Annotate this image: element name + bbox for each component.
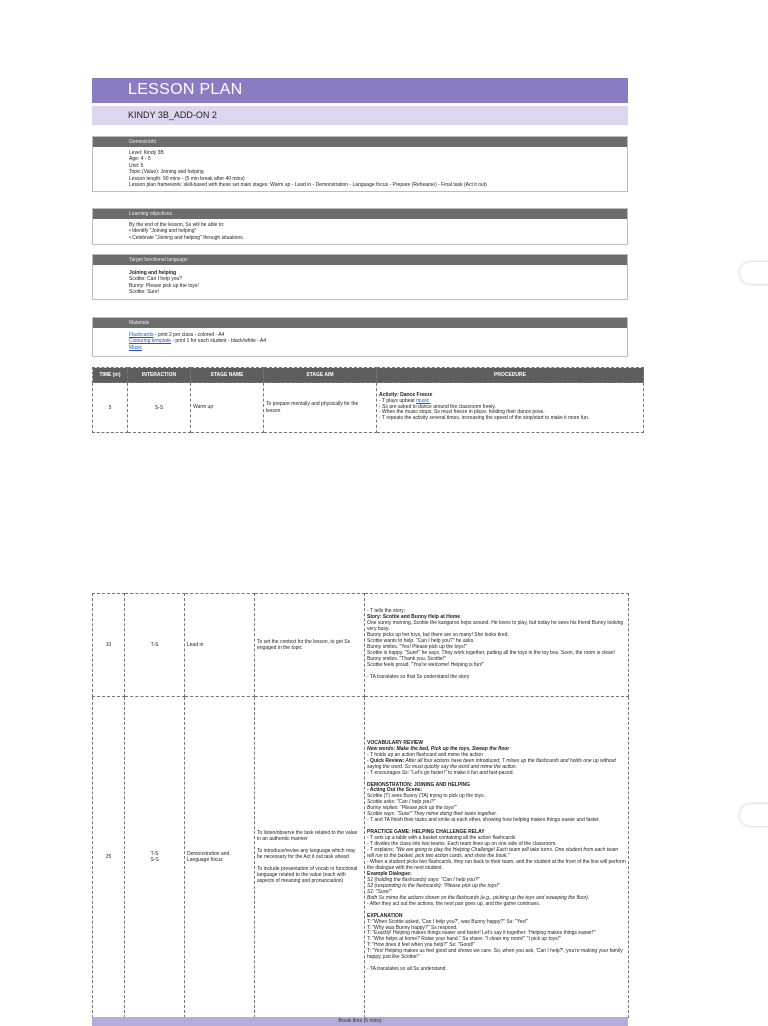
material-music: [129, 345, 627, 351]
lesson-table-page-2: [92, 593, 629, 1018]
general-info-line: Topic (Value): Joining and helping: [129, 169, 204, 176]
section-title: PRACTICE GAME: HELPING CHALLENGE RELAY: [367, 829, 485, 836]
procedure-line: - T holds up an action flashcard and mime the action: [367, 751, 483, 758]
story-title: Story: Scottie and Bunny Help at Home: [367, 614, 461, 621]
music-link[interactable]: Music: [129, 344, 143, 351]
break-time-bar: Break time (5 mins): [92, 1017, 628, 1026]
interaction-line: T-S: [150, 851, 159, 857]
general-info-line: Lesson length: 90 mins - (5 min break after 40 mins): [129, 175, 245, 182]
interaction-cell: S-S: [128, 383, 191, 433]
objective-line: By the end of the lesson, Ss will be able to:: [129, 222, 225, 228]
procedure-line: S2 (responding to the flashcards): "Please pick up the toys!": [367, 882, 500, 889]
target-language-title: Joining and helping: [129, 270, 177, 276]
materials-box: [92, 317, 628, 357]
activity-title: Activity: Dance Freeze: [379, 391, 433, 398]
target-language-line: Bunny: Please pick up the toys!: [129, 282, 199, 289]
target-language-line: Scottie: Sure!: [129, 289, 160, 296]
procedure-line: T: "How does it feel when you help?" Ss: "Good!": [367, 942, 475, 949]
aim-paragraph: To introduce/revise any language which may be necessary for the Act it out task ahead: [257, 847, 356, 860]
stage-cell: Warm up: [191, 383, 264, 433]
page-subtitle: KINDY 3B_ADD-ON 2: [128, 110, 217, 120]
target-language-heading: Target functional language: [93, 255, 627, 265]
flashcards-link[interactable]: Flashcards: [129, 332, 154, 338]
target-language-box: [92, 254, 628, 300]
procedure-line: - T repeats the activity several times, increasing the speed of the stop/start to make it more fun.: [379, 415, 590, 422]
interaction-line: S-S: [150, 857, 159, 863]
procedure-line: T: "Exactly! Helping makes things easier and faster! Let's say it together: 'Helping makes things easier!'": [367, 930, 597, 937]
procedure-line: - Ss are asked to dance around the classroom freely.: [379, 403, 496, 410]
procedure-quote: "We are going to play the Helping Challenge! Each team will take turns. One student from each team will run to the basket, pick two action cards, and show the book.": [367, 847, 619, 860]
general-info-body: [93, 147, 627, 191]
aim-cell: To prepare mentally and physically for the lesson: [264, 383, 377, 433]
procedure-line: T: "When Scottie asked, 'Can I help you?', was Bunny happy?" Ss: "Yes!": [367, 918, 529, 925]
lesson-table-page-1: [92, 367, 644, 433]
procedure-line: Scottie (T) sees Bunny (TA) trying to pick up the toys.: [367, 793, 486, 800]
procedure-line: Bunny replies: "Please pick up the toys!": [367, 805, 457, 812]
vocab-words: New words: Make the bed, Pick up the toys, Sweep the floor: [367, 745, 510, 752]
procedure-line: S1: "Sure!": [367, 888, 392, 895]
section-subtitle: - Acting Out the Scene:: [367, 787, 423, 794]
procedure-line: - T divides the class into two teams. Each team lines up on one side of the classroom.: [367, 841, 557, 848]
header-interaction: INTERACTION: [128, 368, 191, 383]
story-line: Scottie feels proud. "You're welcome! Helping is fun!": [367, 661, 485, 668]
colouring-note: - print 1 for each student - black/white - A4: [170, 338, 267, 345]
procedure-cell: [365, 697, 629, 1018]
objective-line: • Identify "Joining and helping": [129, 228, 197, 235]
procedure-line: - When the music stops, Ss must freeze in place, holding their dance pose.: [379, 409, 545, 416]
story-line: One sunny morning, Scottie the kangaroo hops around. He loves to play, but today he sees his friend Bunny looking very busy.: [367, 620, 624, 633]
procedure-line: T: "Who helps at home? Raise your hand." Ss share: "I clean my room!" "I pick up toys!": [367, 936, 561, 943]
aim-paragraph: To include presentation of vocab or functional language related to the value (each with aspects of meaning and pronunciation): [257, 866, 358, 885]
aim-cell: [255, 697, 365, 1018]
procedure-line: - After they act out the actions, the next pair goes up, and the game continues.: [367, 900, 541, 907]
learning-objectives-body: [93, 219, 627, 244]
aim-cell: To set the context for the lesson, to get Ss engaged in the topic: [255, 594, 365, 697]
story-line: Bunny picks up her toys, but there are so many! She looks tired.: [367, 632, 509, 639]
story-line: Scottie wants to help. "Can I help you?" he asks.: [367, 638, 475, 645]
stage-cell: Lead in: [185, 594, 255, 697]
header-time: TIME (m): [93, 368, 128, 383]
stage-line: Demonstration and: [187, 850, 230, 857]
procedure-text: - T explains:: [367, 847, 396, 854]
table-row: [93, 383, 644, 433]
general-info-line: Age: 4 - 5: [129, 156, 151, 163]
header-stage-name: STAGE NAME: [191, 368, 264, 383]
procedure-text: - T plays upbeat: [379, 397, 417, 404]
section-title: EXPLANATION: [367, 912, 403, 919]
quick-review-text: After all four actions have been introduced, T mixes up the flashcards and holds one up without saying the word. Ss must quickly say the word and mime the action.: [367, 757, 616, 770]
table-row: [93, 697, 629, 1018]
section-title: VOCABULARY REVIEW: [367, 739, 424, 746]
procedure-line: Scottie says: "Sure!" They mime doing their tasks together.: [367, 811, 498, 818]
lesson-plan-subtitle-bar: [92, 106, 628, 125]
procedure-line: Scottie asks: "Can I help you?": [367, 799, 436, 806]
materials-body: [93, 328, 627, 356]
objective-line: • Celebrate "Joining and helping" through situations.: [129, 234, 245, 241]
procedure-line: - T encourages Ss: "Let's go faster!" to make it fun and fast-paced.: [367, 769, 514, 776]
procedure-line: [367, 759, 626, 771]
interaction-cell: T-S: [125, 594, 185, 697]
header-stage-aim: STAGE AIM: [264, 368, 377, 383]
learning-objectives-box: [92, 208, 628, 245]
page-title: LESSON PLAN: [128, 81, 243, 98]
time-cell: 25: [93, 697, 125, 1018]
colouring-template-link[interactable]: Colouring template: [129, 338, 171, 345]
general-info-line: Unit: 5: [129, 162, 144, 169]
materials-heading: Materials: [93, 318, 627, 328]
procedure-line: T: "Yes! Helping makes us feel good and shows we care. So, when you ask, 'Can I help?', you're making your family happy, just like Scottie!": [367, 948, 623, 961]
procedure-line: - TA translates so all Ss understand.: [367, 966, 447, 973]
target-language-line: Scottie: Can I help you?: [129, 276, 183, 283]
procedure-line: Both Ss mime the actions shown on the flashcards (e.g., picking up the toys and sweeping the floor).: [367, 894, 590, 901]
section-title: DEMONSTRATION: JOINING AND HELPING: [367, 781, 471, 788]
story-line: Scottie is happy. "Sure!" he says. They work together, putting all the toys in the toy box. Soon, the room is clean!: [367, 649, 615, 656]
procedure-line: T: "Why was Bunny happy?" Ss respond.: [367, 924, 458, 931]
general-info-box: [92, 136, 628, 192]
procedure-line: S1 (holding the flashcards) says: "Can I help you?": [367, 876, 480, 883]
procedure-line: - T and TA finish their tasks and smile at each other, showing how helping makes things easier and faster.: [367, 817, 600, 824]
procedure-line: - When a student picks two flashcards, they run back to their team, and the student at the front of the line will perform the dialogue with the next student.: [367, 858, 626, 871]
music-inline-link[interactable]: music.: [416, 397, 431, 404]
general-info-heading: General info: [93, 137, 627, 147]
procedure-line: - TA translates so that Ss understand the story: [367, 673, 470, 680]
general-info-line: Lesson plan framework: skill-based with these set main stages: Warm up - Lead in - Demonstration - Language focus - Prepare (Rehearse) - Final task (Act it out): [129, 182, 487, 189]
interaction-cell: [125, 697, 185, 1018]
time-cell: 5: [93, 383, 128, 433]
table-row: [93, 594, 629, 697]
stage-line: Language focus: [187, 857, 223, 863]
procedure-line: - T sets up a table with a basket containing all the action flashcards: [367, 835, 516, 842]
flashcards-note: - print 2 per class - colored - A4: [153, 332, 225, 338]
quick-review-label: - Quick Review:: [367, 757, 405, 764]
side-scroll-tab[interactable]: [740, 262, 768, 284]
side-scroll-tab[interactable]: [740, 804, 768, 826]
table-header-row: [93, 368, 644, 383]
learning-objectives-heading: Learning objectives: [93, 209, 627, 219]
target-language-body: [93, 265, 627, 299]
procedure-line: - T tells the story:: [367, 608, 406, 615]
header-procedure: PROCEDURE: [377, 368, 644, 383]
procedure-cell: [377, 383, 644, 433]
lesson-plan-title-bar: [92, 78, 628, 103]
aim-paragraph: To listen/observe the task related to the value in an authentic manner: [257, 829, 358, 842]
general-info-line: Level: Kindy 3B: [129, 150, 164, 156]
stage-cell: [185, 697, 255, 1018]
story-line: Bunny smiles. "Yes! Please pick up the toys!": [367, 643, 467, 650]
section-subtitle: Example Dialogue:: [367, 870, 412, 877]
time-cell: 10: [93, 594, 125, 697]
procedure-cell: [365, 594, 629, 697]
story-line: Bunny smiles. "Thank you, Scottie!": [367, 655, 446, 662]
